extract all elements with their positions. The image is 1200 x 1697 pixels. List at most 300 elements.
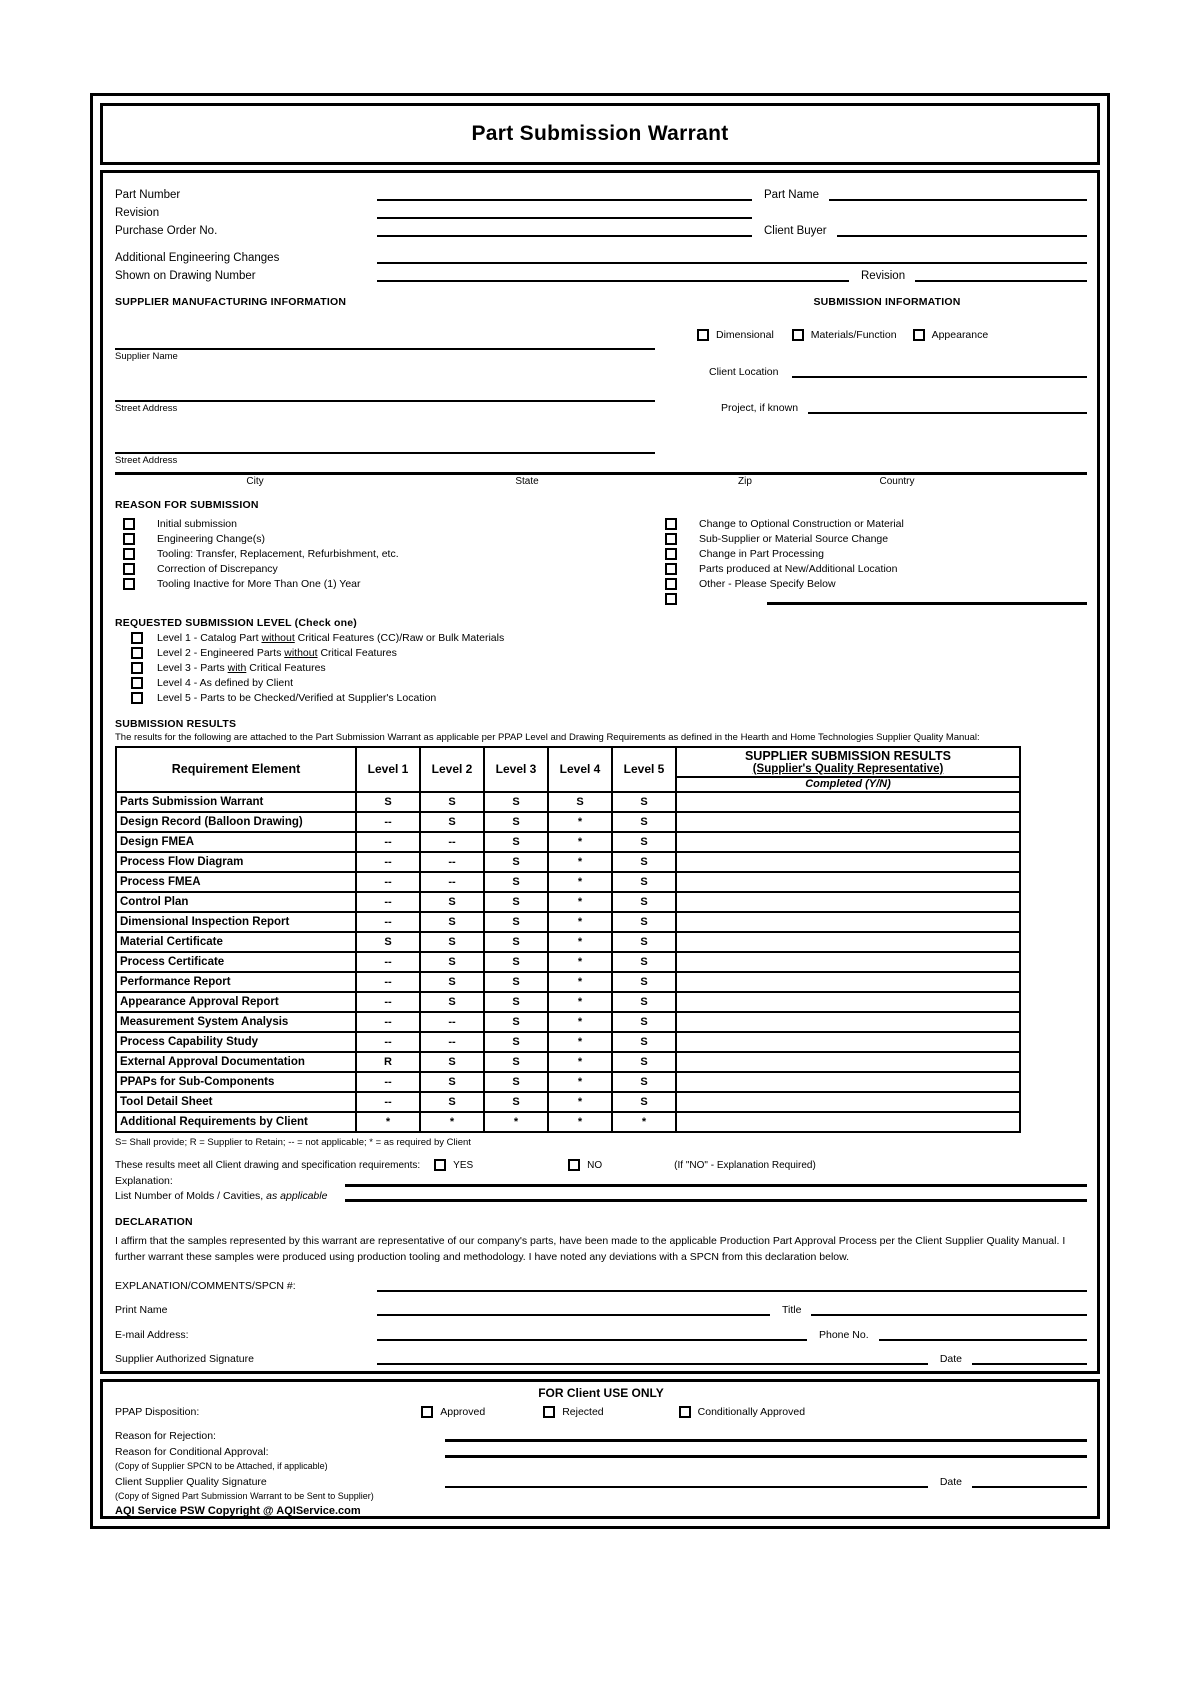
explanation-comments-row <box>115 1277 1087 1292</box>
street-address-1-field <box>115 390 667 414</box>
level-list <box>115 631 1087 706</box>
requirement-row <box>116 1012 1020 1032</box>
level-value-cell: S <box>612 872 676 892</box>
page-title: Part Submission Warrant <box>471 122 729 145</box>
level-value-cell: S <box>484 792 548 812</box>
requirement-element-cell: Design FMEA <box>116 832 356 852</box>
level-value-cell: -- <box>420 852 484 872</box>
reason-right-3-checkbox-icon[interactable] <box>665 563 677 575</box>
level-value-cell: S <box>420 912 484 932</box>
col-level-4: Level 4 <box>548 747 612 792</box>
state-label: State <box>515 476 539 487</box>
level-value-cell: * <box>548 832 612 852</box>
completed-yn-cell[interactable] <box>676 1112 1020 1132</box>
yes-option <box>434 1158 473 1173</box>
level-value-cell: -- <box>420 832 484 852</box>
col-completed-yn: Completed (Y/N) <box>676 777 1020 792</box>
supplier-signature-row <box>115 1350 1087 1365</box>
street-address-2-line[interactable] <box>115 442 655 454</box>
requirement-element-cell: Process FMEA <box>116 872 356 892</box>
reason-right-0-checkbox-icon[interactable] <box>665 518 677 530</box>
supplier-date-label: Date <box>939 1353 962 1366</box>
level-value-cell: * <box>484 1112 548 1132</box>
reason-right-1-checkbox-icon[interactable] <box>665 533 677 545</box>
level-value-cell: S <box>484 812 548 832</box>
col-supplier-results-line1: SUPPLIER SUBMISSION RESULTS <box>744 748 952 763</box>
level-value-cell: R <box>356 1052 420 1072</box>
spcn-attach-note: (Copy of Supplier SPCN to be Attached, if applicable) <box>115 1461 328 1471</box>
reason-left-3 <box>123 562 665 577</box>
appearance-label: Appearance <box>931 329 989 341</box>
client-location-line[interactable] <box>792 366 1087 378</box>
level-value-cell: * <box>548 852 612 872</box>
additional-eng-changes-row <box>115 246 1087 264</box>
other-specify-checkbox-icon[interactable] <box>665 593 677 605</box>
dimensional-checkbox-icon[interactable] <box>697 329 709 341</box>
reason-right-4-label: Other - Please Specify Below <box>699 578 836 591</box>
supplier-signature-label: Supplier Authorized Signature <box>115 1353 254 1366</box>
psw-form <box>90 93 1110 1529</box>
yes-checkbox-icon[interactable] <box>434 1159 446 1171</box>
reason-right-3-label: Parts produced at New/Additional Location <box>699 563 898 576</box>
level-value-cell: S <box>612 932 676 952</box>
level-value-cell: S <box>420 1092 484 1112</box>
copyright-text: AQI Service PSW Copyright @ AQIService.com <box>115 1505 361 1517</box>
client-location-label: Client Location <box>709 366 779 378</box>
supplier-name-field <box>115 338 667 362</box>
declaration-text: I affirm that the samples represented by this warrant are representative of our company's parts, have been made to the applicable Production Part Approval Process per the Client Supplier Quality Manual. I further warrant these samples were produced using production tooling and methodology. I have noted any deviations with a SPCN from this declaration below. <box>115 1234 1066 1263</box>
level-value-cell: S <box>612 812 676 832</box>
level-value-cell: -- <box>356 912 420 932</box>
requirement-row <box>116 952 1020 972</box>
requirement-row <box>116 1052 1020 1072</box>
email-row <box>115 1325 1087 1340</box>
requirement-element-cell: Process Flow Diagram <box>116 852 356 872</box>
col-level-2: Level 2 <box>420 747 484 792</box>
supplier-name-label: Supplier Name <box>115 351 178 362</box>
completed-yn-cell[interactable] <box>676 832 1020 852</box>
project-line[interactable] <box>808 402 1087 414</box>
street-address-2-label: Street Address <box>115 455 178 466</box>
level-value-cell: * <box>356 1112 420 1132</box>
explanation-comments-line[interactable] <box>377 1280 1087 1292</box>
completed-yn-cell[interactable] <box>676 972 1020 992</box>
street-address-1-line[interactable] <box>115 390 655 402</box>
level-value-cell: -- <box>356 832 420 852</box>
part-number-row <box>115 183 1087 201</box>
level-value-cell: -- <box>356 892 420 912</box>
materials-function-label: Materials/Function <box>810 329 897 341</box>
level-value-cell: * <box>548 952 612 972</box>
reason-right-1 <box>665 532 1087 547</box>
level-value-cell: S <box>612 972 676 992</box>
level-option-3 <box>131 661 1087 676</box>
level-value-cell: S <box>612 1012 676 1032</box>
level-value-cell: * <box>420 1112 484 1132</box>
no-checkbox-icon[interactable] <box>568 1159 580 1171</box>
reason-right-0-label: Change to Optional Construction or Material <box>699 518 904 531</box>
materials-function-checkbox-icon[interactable] <box>792 329 804 341</box>
submission-results-table <box>115 746 1021 1133</box>
level-value-cell: S <box>484 892 548 912</box>
level-value-cell: S <box>612 1052 676 1072</box>
level-value-cell: S <box>612 1072 676 1092</box>
reason-left-0-checkbox-icon[interactable] <box>123 518 135 530</box>
level-value-cell: * <box>548 1092 612 1112</box>
col-level-1: Level 1 <box>356 747 420 792</box>
reason-left-3-label: Correction of Discrepancy <box>157 563 278 576</box>
level-value-cell: S <box>484 952 548 972</box>
results-note: The results for the following are attached to the Part Submission Warrant as applicable per PPAP Level and Drawing Requirements as defined in the Hearth and Home Technologies Supplier Quality Manual: <box>115 731 980 743</box>
conditionally-approved-checkbox-icon[interactable] <box>679 1406 691 1418</box>
completed-yn-cell[interactable] <box>676 952 1020 972</box>
conditionally-approved-option <box>679 1405 805 1420</box>
requirement-row <box>116 872 1020 892</box>
address-sublabels <box>115 476 1087 489</box>
completed-yn-cell[interactable] <box>676 1032 1020 1052</box>
level-option-2-checkbox-icon[interactable] <box>131 647 143 659</box>
completed-yn-cell[interactable] <box>676 1052 1020 1072</box>
revision-line[interactable] <box>377 207 752 219</box>
level-option-5 <box>131 691 1087 706</box>
print-name-row <box>115 1301 1087 1316</box>
requirement-element-cell: Appearance Approval Report <box>116 992 356 1012</box>
explanation-line[interactable] <box>345 1175 1087 1187</box>
level-value-cell: * <box>548 1052 612 1072</box>
level-value-cell: -- <box>420 872 484 892</box>
level-value-cell: -- <box>356 952 420 972</box>
level-value-cell: S <box>612 1092 676 1112</box>
level-option-4 <box>131 676 1087 691</box>
requirement-row <box>116 832 1020 852</box>
results-legend: S= Shall provide; R = Supplier to Retain; -- = not applicable; * = as required by Client <box>115 1136 471 1148</box>
part-number-label: Part Number <box>115 189 181 201</box>
level-value-cell: S <box>420 992 484 1012</box>
rejected-label: Rejected <box>562 1406 604 1418</box>
level-value-cell: * <box>612 1112 676 1132</box>
reason-right-list <box>665 517 1087 592</box>
requirement-element-cell: Dimensional Inspection Report <box>116 912 356 932</box>
additional-eng-changes-label: Additional Engineering Changes <box>115 252 280 264</box>
requirement-row <box>116 1092 1020 1112</box>
requirement-row <box>116 1072 1020 1092</box>
level-value-cell: S <box>420 812 484 832</box>
appearance-checkbox-icon[interactable] <box>913 329 925 341</box>
supplier-info-heading: SUPPLIER MANUFACTURING INFORMATION <box>115 296 347 308</box>
submission-information <box>667 296 1087 466</box>
level-value-cell: S <box>484 932 548 952</box>
col-level-5: Level 5 <box>612 747 676 792</box>
level-value-cell: S <box>484 872 548 892</box>
completed-yn-cell[interactable] <box>676 812 1020 832</box>
completed-yn-cell[interactable] <box>676 992 1020 1012</box>
shown-on-drawing-label: Shown on Drawing Number <box>115 270 256 282</box>
level-value-cell: S <box>484 972 548 992</box>
reason-right-3 <box>665 562 1087 577</box>
completed-yn-cell[interactable] <box>676 892 1020 912</box>
level-value-cell: S <box>420 932 484 952</box>
street-address-2-field <box>115 442 667 466</box>
requirement-element-cell: PPAPs for Sub-Components <box>116 1072 356 1092</box>
submission-type-checkboxes <box>687 328 1087 342</box>
conditionally-approved-label: Conditionally Approved <box>697 1406 806 1418</box>
reason-left-4-label: Tooling Inactive for More Than One (1) Year <box>157 578 361 591</box>
print-name-label: Print Name <box>115 1304 168 1317</box>
purchase-order-line[interactable] <box>377 225 752 237</box>
requirement-row <box>116 1112 1020 1132</box>
requirement-element-cell: External Approval Documentation <box>116 1052 356 1072</box>
level-value-cell: -- <box>356 1032 420 1052</box>
reason-left-4-checkbox-icon[interactable] <box>123 578 135 590</box>
meets-requirements-label: These results meet all Client drawing and specification requirements: <box>115 1159 421 1171</box>
dimensional-label: Dimensional <box>716 329 774 341</box>
other-specify-row <box>665 592 1087 607</box>
reason-right-4 <box>665 577 1087 592</box>
level-value-cell: * <box>548 892 612 912</box>
explanation-row <box>115 1173 1087 1187</box>
level-option-1-label: Level 1 - Catalog Part without Critical Features (CC)/Raw or Bulk Materials <box>157 632 505 645</box>
client-use-heading: FOR Client USE ONLY <box>538 1386 664 1400</box>
client-signature-label: Client Supplier Quality Signature <box>115 1476 267 1488</box>
level-value-cell: S <box>612 892 676 912</box>
col-supplier-results-line2: (Supplier's Quality Representative) <box>752 762 944 775</box>
materials-function-option <box>792 328 897 342</box>
reason-conditional-line[interactable] <box>445 1446 1087 1458</box>
completed-yn-cell[interactable] <box>676 1012 1020 1032</box>
reason-conditional-label: Reason for Conditional Approval: <box>115 1446 269 1458</box>
level-value-cell: S <box>612 992 676 1012</box>
submission-info-heading: SUBMISSION INFORMATION <box>813 296 961 308</box>
level-option-1-checkbox-icon[interactable] <box>131 632 143 644</box>
reason-section <box>115 517 1087 607</box>
completed-yn-cell[interactable] <box>676 792 1020 812</box>
level-value-cell: S <box>612 852 676 872</box>
supplier-name-line[interactable] <box>115 338 655 350</box>
revision-label: Revision <box>115 207 160 219</box>
requirement-row <box>116 852 1020 872</box>
revision-row <box>115 201 1087 219</box>
country-label: Country <box>879 476 915 487</box>
level-value-cell: S <box>356 932 420 952</box>
reason-left-1-checkbox-icon[interactable] <box>123 533 135 545</box>
completed-yn-cell[interactable] <box>676 912 1020 932</box>
requirement-element-cell: Measurement System Analysis <box>116 1012 356 1032</box>
reason-right-1-label: Sub-Supplier or Material Source Change <box>699 533 889 546</box>
molds-line[interactable] <box>345 1190 1087 1202</box>
reason-heading: REASON FOR SUBMISSION <box>115 498 259 511</box>
client-buyer-line[interactable] <box>837 225 1087 237</box>
level-value-cell: S <box>484 1012 548 1032</box>
zip-label: Zip <box>738 476 752 487</box>
client-signature-line[interactable] <box>445 1476 928 1488</box>
requirement-row <box>116 992 1020 1012</box>
address-divider <box>115 472 1087 475</box>
completed-yn-cell[interactable] <box>676 852 1020 872</box>
level-value-cell: -- <box>356 1092 420 1112</box>
client-date-label: Date <box>939 1476 962 1488</box>
approved-option <box>421 1405 485 1420</box>
level-option-5-label: Level 5 - Parts to be Checked/Verified at Supplier's Location <box>157 692 437 705</box>
title-line[interactable] <box>811 1304 1087 1316</box>
level-value-cell: S <box>484 1052 548 1072</box>
street-address-1-label: Street Address <box>115 403 178 414</box>
col-requirement-element: Requirement Element <box>116 747 356 792</box>
level-value-cell: S <box>484 832 548 852</box>
level-value-cell: -- <box>356 972 420 992</box>
molds-row <box>115 1187 1087 1201</box>
level-value-cell: S <box>420 1072 484 1092</box>
no-explanation-note: (If "NO" - Explanation Required) <box>674 1159 816 1171</box>
reason-right-2-checkbox-icon[interactable] <box>665 548 677 560</box>
level-value-cell: S <box>484 992 548 1012</box>
results-table-body <box>116 792 1020 1132</box>
other-specify-line[interactable] <box>767 593 1087 605</box>
level-value-cell: -- <box>356 852 420 872</box>
reason-left-1 <box>123 532 665 547</box>
molds-label: List Number of Molds / Cavities, as applicable <box>115 1189 328 1202</box>
part-number-line[interactable] <box>377 189 752 201</box>
requirement-element-cell: Performance Report <box>116 972 356 992</box>
level-value-cell: S <box>484 852 548 872</box>
rejected-checkbox-icon[interactable] <box>543 1406 555 1418</box>
email-line[interactable] <box>377 1329 807 1341</box>
client-buyer-label: Client Buyer <box>764 225 827 237</box>
requirement-element-cell: Additional Requirements by Client <box>116 1112 356 1132</box>
warrant-sent-note: (Copy of Signed Part Submission Warrant to be Sent to Supplier) <box>115 1491 374 1501</box>
requirement-row <box>116 892 1020 912</box>
purchase-order-label: Purchase Order No. <box>115 225 218 237</box>
level-value-cell: S <box>356 792 420 812</box>
requirement-row <box>116 912 1020 932</box>
level-value-cell: S <box>420 1052 484 1072</box>
completed-yn-cell[interactable] <box>676 1072 1020 1092</box>
meets-requirements-row <box>115 1158 1087 1173</box>
level-value-cell: * <box>548 972 612 992</box>
results-heading: SUBMISSION RESULTS <box>115 717 237 730</box>
requirement-element-cell: Control Plan <box>116 892 356 912</box>
reason-right-list-wrap <box>665 517 1087 607</box>
level-option-3-label: Level 3 - Parts with Critical Features <box>157 662 326 675</box>
reason-left-2-label: Tooling: Transfer, Replacement, Refurbishment, etc. <box>157 548 399 561</box>
level-value-cell: S <box>420 972 484 992</box>
part-identification-section <box>115 183 1087 282</box>
level-value-cell: * <box>548 872 612 892</box>
level-value-cell: * <box>548 1072 612 1092</box>
phone-label: Phone No. <box>819 1328 869 1341</box>
phone-line[interactable] <box>879 1329 1087 1341</box>
requirement-element-cell: Process Capability Study <box>116 1032 356 1052</box>
drawing-number-line[interactable] <box>377 270 849 282</box>
level-value-cell: * <box>548 1012 612 1032</box>
level-option-4-label: Level 4 - As defined by Client <box>157 677 293 690</box>
declaration-heading: DECLARATION <box>115 1215 193 1228</box>
level-value-cell: S <box>420 892 484 912</box>
level-value-cell: -- <box>420 1012 484 1032</box>
reason-right-2-label: Change in Part Processing <box>699 548 824 561</box>
approved-checkbox-icon[interactable] <box>421 1406 433 1418</box>
drawing-revision-line[interactable] <box>915 270 1087 282</box>
level-value-cell: S <box>612 912 676 932</box>
supplier-date-line[interactable] <box>972 1353 1087 1365</box>
level-option-3-checkbox-icon[interactable] <box>131 662 143 674</box>
requirement-row <box>116 792 1020 812</box>
level-value-cell: S <box>484 1092 548 1112</box>
level-option-4-checkbox-icon[interactable] <box>131 677 143 689</box>
reason-rejection-label: Reason for Rejection: <box>115 1430 216 1442</box>
rejected-option <box>543 1405 603 1420</box>
part-name-label: Part Name <box>764 189 819 201</box>
level-value-cell: * <box>548 1032 612 1052</box>
level-value-cell: S <box>484 1072 548 1092</box>
level-value-cell: S <box>484 912 548 932</box>
level-value-cell: S <box>612 792 676 812</box>
reason-left-1-label: Engineering Change(s) <box>157 533 265 546</box>
purchase-order-row <box>115 219 1087 237</box>
part-name-line[interactable] <box>829 189 1087 201</box>
no-option <box>568 1158 602 1173</box>
level-option-1 <box>131 631 1087 646</box>
level-value-cell: -- <box>420 1032 484 1052</box>
reason-left-2-checkbox-icon[interactable] <box>123 548 135 560</box>
level-option-5-checkbox-icon[interactable] <box>131 692 143 704</box>
reason-left-list <box>115 517 665 607</box>
completed-yn-cell[interactable] <box>676 872 1020 892</box>
requirement-row <box>116 972 1020 992</box>
additional-eng-changes-line[interactable] <box>377 252 1087 264</box>
reason-right-4-checkbox-icon[interactable] <box>665 578 677 590</box>
yes-label: YES <box>453 1159 474 1171</box>
dimensional-option <box>697 328 774 342</box>
level-value-cell: * <box>548 812 612 832</box>
reason-rejection-row <box>115 1428 1087 1442</box>
reason-right-2 <box>665 547 1087 562</box>
level-value-cell: -- <box>356 1012 420 1032</box>
reason-left-2 <box>123 547 665 562</box>
explanation-label: Explanation: <box>115 1175 173 1188</box>
project-label: Project, if known <box>721 402 799 414</box>
completed-yn-cell[interactable] <box>676 1092 1020 1112</box>
requirement-row <box>116 932 1020 952</box>
client-use-section <box>100 1379 1100 1519</box>
drawing-revision-label: Revision <box>861 270 906 282</box>
level-value-cell: -- <box>356 812 420 832</box>
print-name-line[interactable] <box>377 1304 770 1316</box>
level-heading: REQUESTED SUBMISSION LEVEL (Check one) <box>115 616 357 629</box>
appearance-option <box>913 328 989 342</box>
supplier-manufacturing-info <box>115 296 667 466</box>
reason-left-3-checkbox-icon[interactable] <box>123 563 135 575</box>
client-date-line[interactable] <box>972 1476 1087 1488</box>
reason-left-0 <box>123 517 665 532</box>
level-value-cell: * <box>548 1112 612 1132</box>
requirement-element-cell: Material Certificate <box>116 932 356 952</box>
reason-right-0 <box>665 517 1087 532</box>
reason-rejection-line[interactable] <box>445 1430 1087 1442</box>
title-box <box>100 103 1100 165</box>
requirement-element-cell: Parts Submission Warrant <box>116 792 356 812</box>
client-signature-row <box>115 1472 1087 1488</box>
reason-left-4 <box>123 577 665 592</box>
completed-yn-cell[interactable] <box>676 932 1020 952</box>
project-row <box>687 402 1087 414</box>
requirement-element-cell: Tool Detail Sheet <box>116 1092 356 1112</box>
level-value-cell: S <box>484 1032 548 1052</box>
col-level-3: Level 3 <box>484 747 548 792</box>
ppap-disposition-row <box>115 1404 1087 1420</box>
requirement-row <box>116 812 1020 832</box>
supplier-section <box>115 296 1087 466</box>
supplier-signature-line[interactable] <box>377 1353 928 1365</box>
